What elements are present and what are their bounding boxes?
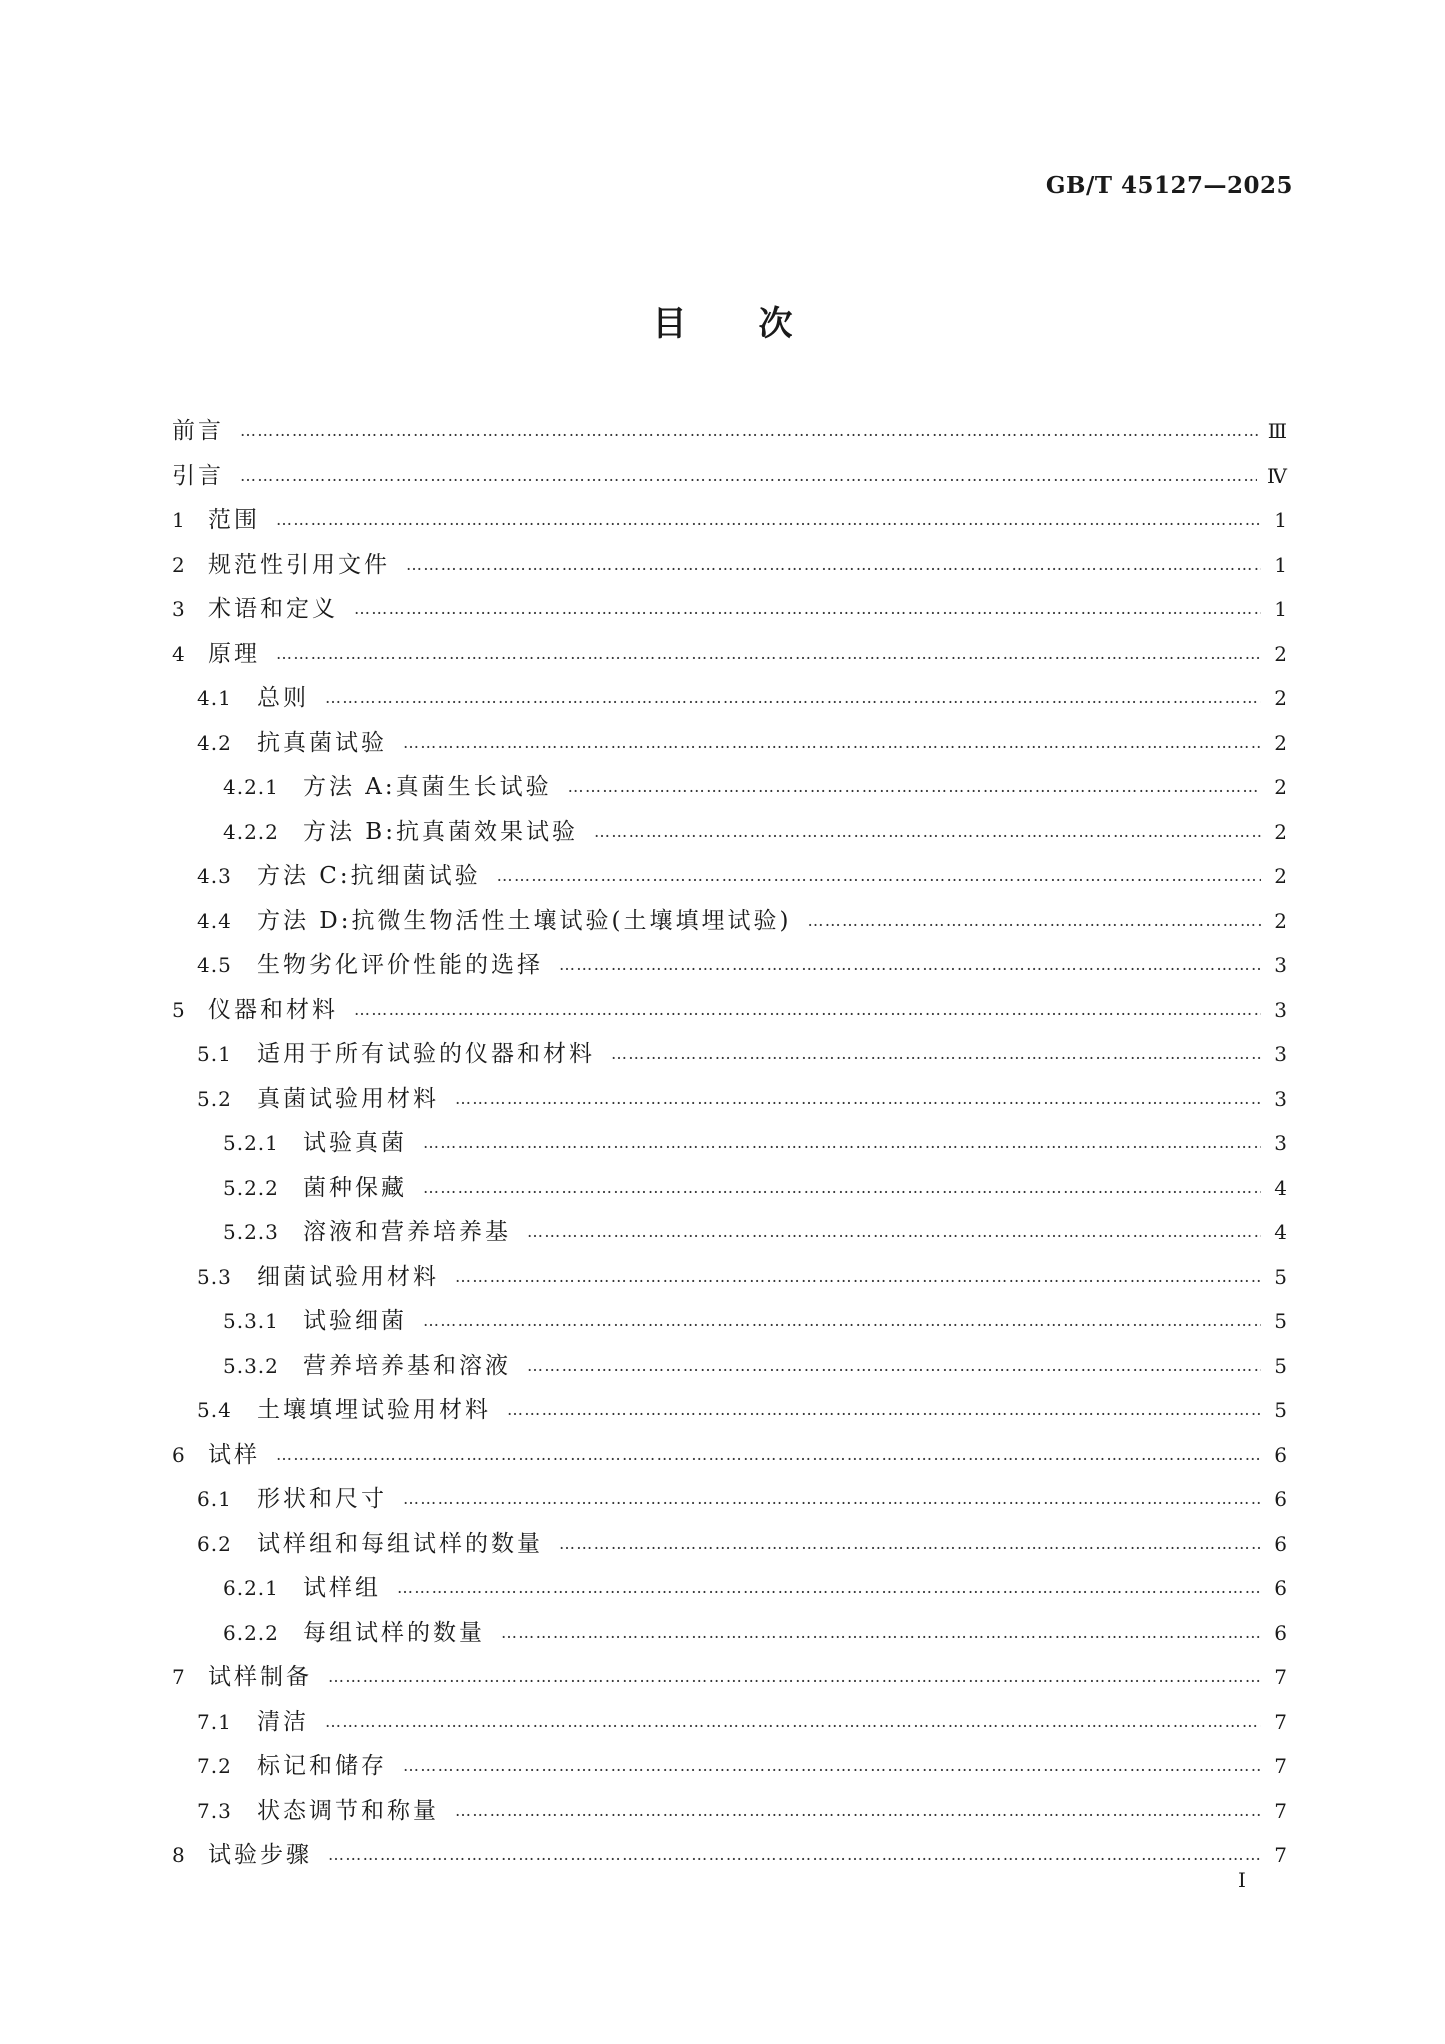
toc-entry[interactable] (172, 1347, 1287, 1392)
toc-entry-title: 试样组和每组试样的数量 (257, 1530, 543, 1557)
toc-entry-title: 试验细菌 (303, 1308, 407, 1334)
toc-entry-number: 7.1 (197, 1709, 232, 1734)
toc-entry-page: 5 (1274, 1398, 1287, 1422)
toc-entry[interactable] (172, 813, 1287, 858)
toc-entry-title: 标记和储存 (257, 1753, 387, 1779)
toc-entry-page: 1 (1274, 508, 1287, 532)
toc-entry[interactable] (172, 857, 1287, 902)
dot-leader (354, 599, 1261, 618)
toc-entry-number: 3 (172, 597, 186, 621)
toc-entry-title: 规范性引用文件 (208, 551, 390, 578)
toc-entry-page: Ⅳ (1267, 463, 1287, 488)
toc-entry-number: 5.2.1 (223, 1131, 279, 1155)
toc-entry-page: 6 (1274, 1576, 1287, 1600)
toc-entry-title: 菌种保藏 (303, 1174, 407, 1201)
toc-entry[interactable] (172, 1391, 1287, 1436)
toc-title: 目次 (652, 304, 865, 344)
toc-entry[interactable] (172, 1258, 1287, 1303)
toc-entry-page: 2 (1274, 730, 1287, 755)
toc-entry-page: 2 (1274, 775, 1287, 799)
toc-entry-page: 6 (1274, 1531, 1287, 1556)
toc-entry-title: 每组试样的数量 (303, 1619, 485, 1646)
toc-entry[interactable] (172, 457, 1287, 502)
toc-entry-title: 清洁 (257, 1708, 309, 1735)
toc-entry-number: 5.1 (197, 1042, 232, 1066)
toc-entry-page: 5 (1274, 1353, 1287, 1378)
toc-entry-title: 前言 (172, 418, 224, 444)
toc-entry-number: 5.4 (197, 1398, 232, 1422)
table-of-contents (172, 412, 1287, 1881)
toc-entry-number: 5.2 (197, 1086, 232, 1111)
toc-entry-page: 3 (1274, 953, 1287, 977)
dot-leader (807, 911, 1261, 930)
toc-entry-number: 4.4 (197, 908, 232, 933)
toc-entry-title: 生物劣化评价性能的选择 (257, 952, 543, 978)
toc-entry-number: 4.5 (197, 953, 232, 977)
toc-entry-number: 4.2 (197, 730, 232, 755)
toc-entry[interactable] (172, 991, 1287, 1036)
page-number: I (1238, 1868, 1246, 1892)
toc-entry-title: 适用于所有试验的仪器和材料 (257, 1041, 595, 1067)
dot-leader (325, 688, 1261, 707)
toc-entry[interactable] (172, 590, 1287, 635)
toc-entry-title: 范围 (208, 507, 260, 533)
toc-entry[interactable] (172, 412, 1287, 457)
toc-entry[interactable] (172, 1302, 1287, 1347)
toc-entry-page: Ⅲ (1267, 419, 1287, 443)
toc-entry[interactable] (172, 635, 1287, 680)
dot-leader (594, 822, 1261, 841)
toc-entry-page: 3 (1274, 1131, 1287, 1155)
dot-leader (403, 733, 1261, 752)
toc-entry-page: 7 (1274, 1798, 1287, 1823)
dot-leader (559, 955, 1261, 974)
toc-entry-number: 5.2.3 (223, 1220, 279, 1244)
toc-entry-title: 引言 (172, 462, 224, 489)
dot-leader (240, 421, 1258, 440)
toc-entry-title: 土壤填埋试验用材料 (257, 1397, 491, 1423)
dot-leader (397, 1578, 1261, 1597)
toc-entry[interactable] (172, 501, 1287, 546)
toc-entry[interactable] (172, 768, 1287, 813)
dot-leader (276, 1445, 1261, 1464)
toc-entry-page: 3 (1274, 997, 1287, 1022)
toc-entry-number: 4.2.2 (223, 819, 279, 844)
dot-leader (455, 1267, 1261, 1286)
toc-entry-number: 4 (172, 641, 186, 666)
toc-entry[interactable] (172, 1747, 1287, 1792)
toc-entry-number: 5.2.2 (223, 1175, 279, 1200)
toc-entry-title: 方法 B:抗真菌效果试验 (303, 818, 578, 845)
dot-leader (403, 1756, 1261, 1775)
toc-entry-page: 3 (1274, 1042, 1287, 1066)
toc-entry-page: 6 (1274, 1487, 1287, 1511)
toc-entry[interactable] (172, 1436, 1287, 1481)
toc-entry-page: 2 (1274, 819, 1287, 844)
toc-entry[interactable] (172, 1169, 1287, 1214)
toc-entry-page: 7 (1274, 1665, 1287, 1689)
toc-entry-title: 试验真菌 (303, 1130, 407, 1156)
toc-entry[interactable] (172, 1836, 1287, 1881)
dot-leader (568, 777, 1261, 796)
dot-leader (276, 644, 1261, 663)
dot-leader (497, 866, 1261, 885)
toc-entry-title: 试样制备 (208, 1664, 312, 1690)
toc-entry-page: 2 (1274, 864, 1287, 888)
toc-entry-number: 5 (172, 997, 186, 1022)
dot-leader (240, 466, 1257, 485)
toc-entry-page: 2 (1274, 908, 1287, 933)
dot-leader (354, 1000, 1261, 1019)
toc-entry-page: 5 (1274, 1264, 1287, 1289)
toc-entry-title: 试验步骤 (208, 1842, 312, 1868)
dot-leader (403, 1489, 1261, 1508)
toc-entry-number: 1 (172, 508, 186, 532)
toc-entry-title: 方法 A:真菌生长试验 (303, 774, 552, 800)
dot-leader (276, 510, 1261, 529)
toc-entry-number: 6 (172, 1442, 186, 1467)
toc-entry-page: 3 (1274, 1086, 1287, 1111)
toc-entry-title: 营养培养基和溶液 (303, 1352, 511, 1379)
toc-entry-number: 7.3 (197, 1798, 232, 1823)
dot-leader (325, 1712, 1261, 1731)
toc-entry-title: 真菌试验用材料 (257, 1085, 439, 1112)
toc-entry-number: 2 (172, 552, 186, 577)
toc-entry-title: 试样组 (303, 1575, 381, 1601)
toc-entry-page: 1 (1274, 552, 1287, 577)
toc-entry[interactable] (172, 1792, 1287, 1837)
dot-leader (423, 1311, 1261, 1330)
toc-entry-number: 6.1 (197, 1487, 232, 1511)
dot-leader (611, 1044, 1261, 1063)
toc-entry[interactable] (172, 1525, 1287, 1570)
toc-entry-page: 6 (1274, 1620, 1287, 1645)
toc-entry[interactable] (172, 724, 1287, 769)
toc-entry-number: 5.3.1 (223, 1309, 279, 1333)
dot-leader (559, 1534, 1261, 1553)
dot-leader (507, 1400, 1261, 1419)
toc-entry[interactable] (172, 1124, 1287, 1169)
toc-entry-title: 抗真菌试验 (257, 729, 387, 756)
toc-entry[interactable] (172, 902, 1287, 947)
toc-entry-title: 仪器和材料 (208, 996, 338, 1023)
toc-entry-page: 2 (1274, 686, 1287, 710)
toc-entry-title: 状态调节和称量 (257, 1797, 439, 1824)
toc-entry-page: 6 (1274, 1442, 1287, 1467)
toc-entry-title: 试样 (208, 1441, 260, 1468)
toc-entry[interactable] (172, 1614, 1287, 1659)
toc-entry-page: 5 (1274, 1309, 1287, 1333)
toc-entry[interactable] (172, 1080, 1287, 1125)
dot-leader (423, 1178, 1261, 1197)
toc-entry-number: 6.2 (197, 1531, 232, 1556)
toc-entry[interactable] (172, 946, 1287, 991)
toc-entry-number: 8 (172, 1843, 186, 1867)
toc-entry[interactable] (172, 679, 1287, 724)
toc-entry-title: 术语和定义 (208, 596, 338, 622)
dot-leader (501, 1623, 1261, 1642)
toc-entry[interactable] (172, 1703, 1287, 1748)
toc-entry-number: 7.2 (197, 1754, 232, 1778)
toc-entry-number: 5.3.2 (223, 1353, 279, 1378)
toc-entry-page: 7 (1274, 1843, 1287, 1867)
toc-entry[interactable] (172, 1569, 1287, 1614)
toc-entry[interactable] (172, 546, 1287, 591)
toc-entry-title: 形状和尺寸 (257, 1486, 387, 1512)
dot-leader (406, 555, 1261, 574)
toc-entry-page: 4 (1274, 1175, 1287, 1200)
dot-leader (423, 1133, 1261, 1152)
toc-entry-title: 方法 D:抗微生物活性土壤试验(土壤填埋试验) (257, 907, 792, 934)
toc-entry-page: 7 (1274, 1709, 1287, 1734)
dot-leader (527, 1356, 1261, 1375)
toc-entry-number: 6.2.2 (223, 1620, 279, 1645)
toc-entry-number: 5.3 (197, 1264, 232, 1289)
dot-leader (455, 1089, 1261, 1108)
toc-entry-title: 溶液和营养培养基 (303, 1219, 511, 1245)
toc-entry-title: 细菌试验用材料 (257, 1263, 439, 1290)
toc-entry-number: 7 (172, 1665, 186, 1689)
toc-entry-page: 2 (1274, 641, 1287, 666)
toc-entry-number: 4.3 (197, 864, 232, 888)
dot-leader (455, 1801, 1261, 1820)
toc-entry-number: 4.2.1 (223, 775, 279, 799)
toc-entry[interactable] (172, 1480, 1287, 1525)
toc-entry-page: 7 (1274, 1754, 1287, 1778)
toc-entry-number: 4.1 (197, 686, 232, 710)
dot-leader (527, 1222, 1261, 1241)
toc-entry-title: 方法 C:抗细菌试验 (257, 863, 481, 889)
toc-entry[interactable] (172, 1213, 1287, 1258)
toc-entry[interactable] (172, 1658, 1287, 1703)
toc-entry[interactable] (172, 1035, 1287, 1080)
toc-entry-title: 总则 (257, 685, 309, 711)
toc-entry-page: 4 (1274, 1220, 1287, 1244)
standard-code: GB/T 45127—2025 (1045, 172, 1293, 199)
toc-entry-title: 原理 (208, 640, 260, 667)
dot-leader (328, 1667, 1261, 1686)
dot-leader (328, 1845, 1261, 1864)
toc-entry-page: 1 (1274, 597, 1287, 621)
toc-entry-number: 6.2.1 (223, 1576, 279, 1600)
